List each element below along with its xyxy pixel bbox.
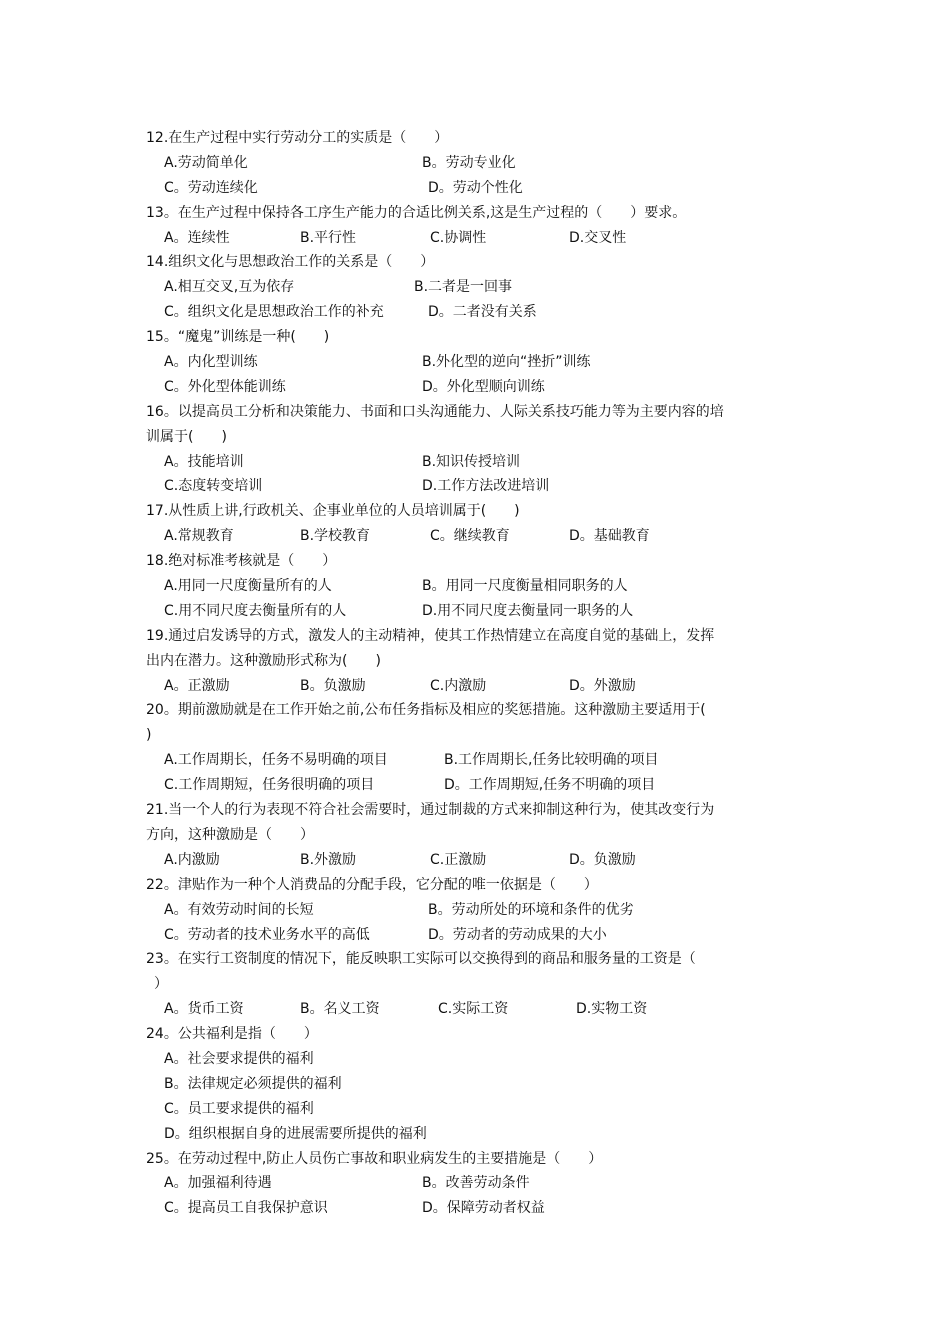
- answer-option[interactable]: A。技能培训: [164, 453, 244, 470]
- answer-option[interactable]: C.实际工资: [438, 1001, 509, 1018]
- option-row: [146, 1097, 806, 1122]
- answer-option[interactable]: B。劳动所处的环境和条件的优劣: [428, 901, 634, 918]
- answer-option[interactable]: A。内化型训练: [164, 354, 258, 371]
- answer-option[interactable]: B。法律规定必须提供的福利: [164, 1075, 342, 1092]
- option-row: [146, 1171, 806, 1196]
- question-stem: 24。公共福利是指（ ）: [146, 1026, 318, 1043]
- answer-option[interactable]: A.常规教育: [164, 528, 234, 545]
- question-stem-continued: ): [146, 727, 152, 744]
- answer-option[interactable]: A。加强福利待遇: [164, 1175, 272, 1192]
- option-row: [146, 524, 806, 549]
- answer-option[interactable]: D.用不同尺度去衡量同一职务的人: [422, 602, 634, 619]
- answer-option[interactable]: A。货币工资: [164, 1001, 244, 1018]
- answer-option[interactable]: A.用同一尺度衡量所有的人: [164, 578, 332, 595]
- question-stem: 16。以提高员工分析和决策能力、书面和口头沟通能力、人际关系技巧能力等为主要内容的培: [146, 403, 724, 420]
- question-stem: 25。在劳动过程中,防止人员伤亡事故和职业病发生的主要措施是（ ）: [146, 1150, 603, 1167]
- option-row: [146, 748, 806, 773]
- option-row: [146, 923, 806, 948]
- answer-option[interactable]: D。二者没有关系: [428, 304, 537, 321]
- answer-option[interactable]: A。正激励: [164, 677, 230, 694]
- option-row: [146, 574, 806, 599]
- option-row: [146, 350, 806, 375]
- answer-option[interactable]: A.相互交叉,互为依存: [164, 279, 295, 296]
- answer-option[interactable]: B。改善劳动条件: [422, 1175, 530, 1192]
- answer-option[interactable]: C。继续教育: [430, 528, 510, 545]
- answer-option[interactable]: A.劳动简单化: [164, 154, 248, 171]
- option-row: [146, 848, 806, 873]
- option-row: [146, 375, 806, 400]
- answer-option[interactable]: A.内激励: [164, 851, 220, 868]
- answer-option[interactable]: C。提高员工自我保护意识: [164, 1200, 328, 1217]
- answer-option[interactable]: D。外激励: [569, 677, 636, 694]
- question-stem-continued: ）: [154, 976, 168, 993]
- answer-option[interactable]: D。负激励: [569, 851, 636, 868]
- question-stem: 18.绝对标准考核就是（ ）: [146, 553, 337, 570]
- answer-option[interactable]: D。劳动者的劳动成果的大小: [428, 926, 607, 943]
- answer-option[interactable]: D。工作周期短,任务不明确的项目: [444, 777, 656, 794]
- question-list: [146, 126, 806, 1221]
- option-row: [146, 474, 806, 499]
- option-row: [146, 151, 806, 176]
- option-row: [146, 300, 806, 325]
- answer-option[interactable]: D。劳动个性化: [428, 179, 523, 196]
- option-row: [146, 1196, 806, 1221]
- question-stem: 14.组织文化与思想政治工作的关系是（ ）: [146, 254, 435, 271]
- answer-option[interactable]: B.外激励: [300, 851, 357, 868]
- option-row: [146, 1047, 806, 1072]
- option-row: [146, 599, 806, 624]
- answer-option[interactable]: B.二者是一回事: [414, 279, 513, 296]
- answer-option[interactable]: D。基础教育: [569, 528, 650, 545]
- question-stem: 20。期前激励就是在工作开始之前,公布任务指标及相应的奖惩措施。这种激励主要适用于(: [146, 702, 706, 719]
- answer-option[interactable]: A。有效劳动时间的长短: [164, 901, 314, 918]
- answer-option[interactable]: C。劳动连续化: [164, 179, 258, 196]
- question-stem: 13。在生产过程中保持各工序生产能力的合适比例关系,这是生产过程的（ ）要求。: [146, 204, 687, 221]
- answer-option[interactable]: C.工作周期短，任务很明确的项目: [164, 777, 375, 794]
- option-row: [146, 450, 806, 475]
- answer-option[interactable]: A。连续性: [164, 229, 230, 246]
- answer-option[interactable]: B.学校教育: [300, 528, 371, 545]
- option-row: [146, 1122, 806, 1147]
- option-row: [146, 275, 806, 300]
- answer-option[interactable]: D。组织根据自身的进展需要所提供的福利: [164, 1125, 427, 1142]
- answer-option[interactable]: D.实物工资: [576, 1001, 648, 1018]
- answer-option[interactable]: B.知识传授培训: [422, 453, 521, 470]
- answer-option[interactable]: D。保障劳动者权益: [422, 1200, 545, 1217]
- answer-option[interactable]: B.平行性: [300, 229, 357, 246]
- answer-option[interactable]: C。外化型体能训练: [164, 378, 286, 395]
- answer-option[interactable]: C。员工要求提供的福利: [164, 1100, 314, 1117]
- option-row: [146, 674, 806, 699]
- answer-option[interactable]: C.协调性: [430, 229, 487, 246]
- answer-option[interactable]: C。组织文化是思想政治工作的补充: [164, 304, 384, 321]
- question-stem-continued: 方向，这种激励是（ ）: [146, 826, 314, 843]
- answer-option[interactable]: C.内激励: [430, 677, 487, 694]
- question-stem: 19.通过启发诱导的方式，激发人的主动精神，使其工作热情建立在高度自觉的基础上，发挥: [146, 627, 715, 644]
- question-stem: 17.从性质上讲,行政机关、企事业单位的人员培训属于( ): [146, 503, 520, 520]
- answer-option[interactable]: D.工作方法改进培训: [422, 478, 550, 495]
- option-row: [146, 898, 806, 923]
- question-stem: 23。在实行工资制度的情况下，能反映职工实际可以交换得到的商品和服务量的工资是（: [146, 951, 696, 968]
- question-stem: 12.在生产过程中实行劳动分工的实质是（ ）: [146, 130, 449, 146]
- question-stem: 15。“魔鬼”训练是一种( ): [146, 329, 330, 346]
- answer-option[interactable]: C。劳动者的技术业务水平的高低: [164, 926, 370, 943]
- option-row: [146, 1072, 806, 1097]
- option-row: [146, 176, 806, 201]
- question-stem: 22。津贴作为一种个人消费品的分配手段，它分配的唯一依据是（ ）: [146, 876, 598, 893]
- option-row: [146, 997, 806, 1022]
- option-row: [146, 773, 806, 798]
- answer-option[interactable]: A.工作周期长，任务不易明确的项目: [164, 752, 388, 769]
- option-row: [146, 226, 806, 251]
- answer-option[interactable]: B。用同一尺度衡量相同职务的人: [422, 578, 628, 595]
- answer-option[interactable]: A。社会要求提供的福利: [164, 1050, 314, 1067]
- answer-option[interactable]: C.态度转变培训: [164, 478, 263, 495]
- answer-option[interactable]: B。劳动专业化: [422, 154, 516, 171]
- answer-option[interactable]: B.外化型的逆向“挫折”训练: [422, 354, 591, 371]
- answer-option[interactable]: B。名义工资: [300, 1001, 380, 1018]
- answer-option[interactable]: C.用不同尺度去衡量所有的人: [164, 602, 347, 619]
- question-stem-continued: 出内在潜力。这种激励形式称为( ): [146, 652, 381, 669]
- answer-option[interactable]: B。负激励: [300, 677, 366, 694]
- question-stem: 21.当一个人的行为表现不符合社会需要时，通过制裁的方式来抑制这种行为，使其改变行为: [146, 802, 715, 819]
- answer-option[interactable]: C.正激励: [430, 851, 487, 868]
- answer-option[interactable]: D.交叉性: [569, 229, 627, 246]
- question-stem-continued: 训属于( ): [146, 428, 227, 445]
- answer-option[interactable]: B.工作周期长,任务比较明确的项目: [444, 752, 659, 769]
- answer-option[interactable]: D。外化型顺向训练: [422, 378, 545, 395]
